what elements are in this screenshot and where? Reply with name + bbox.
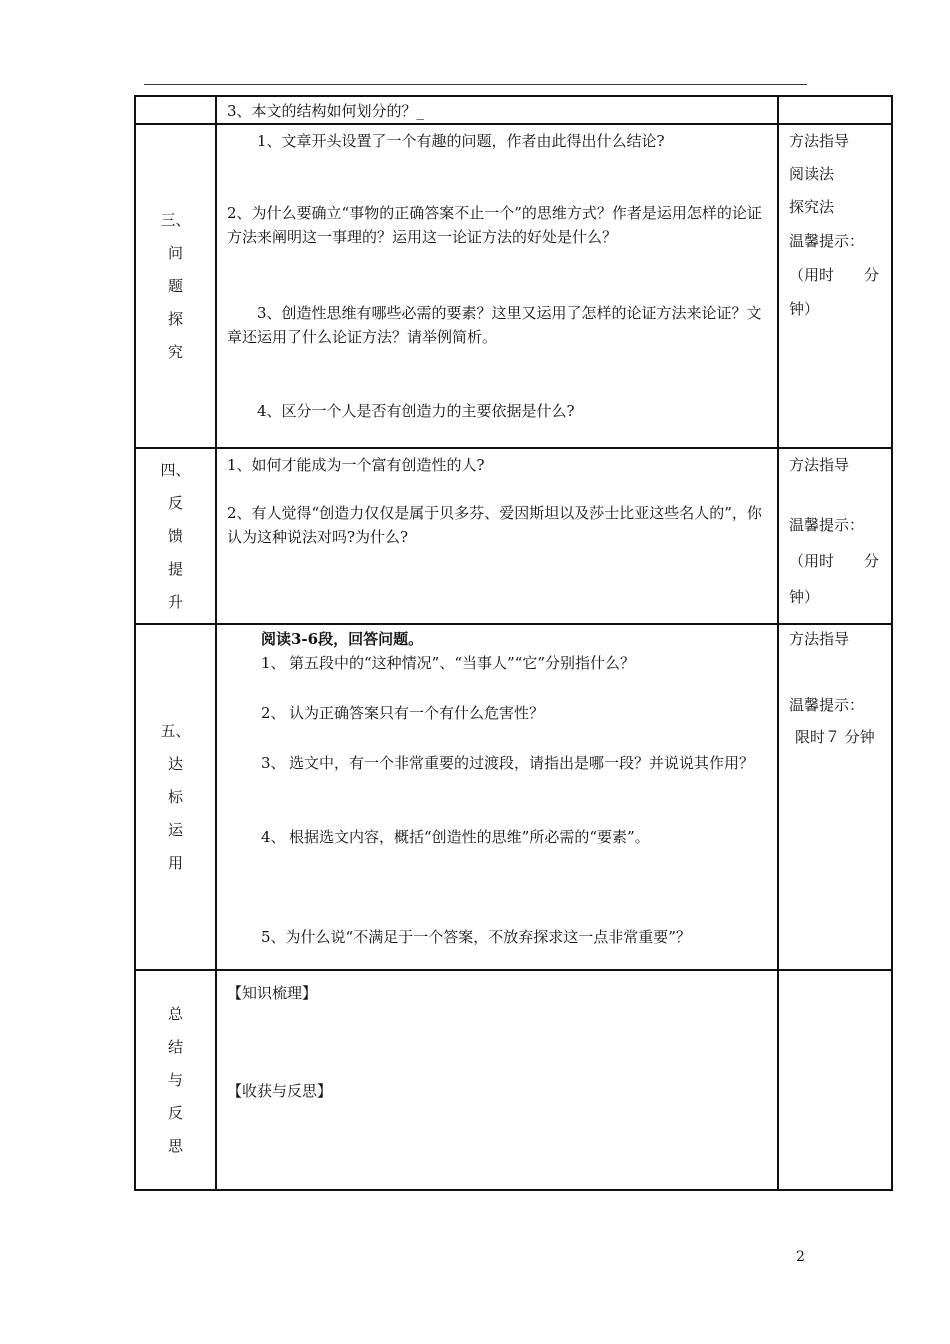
cell-empty-side <box>778 96 892 124</box>
label-char: 达 <box>167 754 183 773</box>
label-char: 与 <box>167 1070 183 1089</box>
explore-question-3: 3、创造性思维有哪些必需的要素？这里又运用了怎样的论证方法来论证？文章还运用了什么论证方法？请举例简析。 <box>227 304 762 346</box>
explore-question-4: 4、区分一个人是否有创造力的主要依据是什么? <box>257 402 575 420</box>
cell-empty-label <box>135 96 216 124</box>
structure-question: 3、本文的结构如何划分的？_ <box>227 102 425 120</box>
method-guide: 方法指导 <box>789 456 850 474</box>
label-char: 探 <box>167 309 183 328</box>
row-feedback <box>135 448 892 624</box>
label-char: 问 <box>167 243 183 262</box>
time-hint: （用时 分 <box>789 552 880 570</box>
knowledge-heading: 【知识梳理】 <box>227 984 318 1002</box>
label-explore <box>135 124 216 448</box>
cell-summary <box>216 970 778 1190</box>
feedback-question-2: 2、有人觉得“创造力仅仅是属于贝多芬、爱因斯坦以及莎士比亚这些名人的”，你认为这种说法对吗?为什么? <box>227 504 762 546</box>
cell-structure-question <box>216 96 778 124</box>
header-rule <box>144 84 807 85</box>
label-practice <box>135 624 216 970</box>
label-char: 用 <box>167 853 183 872</box>
practice-item-2 <box>261 701 767 725</box>
label-char: 四、 <box>160 460 191 479</box>
label-char: 标 <box>167 787 183 806</box>
side-practice <box>778 624 892 970</box>
label-char: 五、 <box>160 721 191 740</box>
label-char: 提 <box>167 559 183 578</box>
item-text: 第五段中的“这种情况”、“当事人”“它”分别指什么？ <box>289 654 636 672</box>
practice-heading: 阅读3-6段，回答问题。 <box>261 630 424 648</box>
label-char: 运 <box>167 820 183 839</box>
side-feedback <box>778 448 892 624</box>
practice-item-4 <box>261 825 767 849</box>
method-inquiry: 探究法 <box>789 198 835 216</box>
item-text: 选文中，有一个非常重要的过渡段，请指出是哪一段？并说说其作用？ <box>289 754 755 772</box>
label-char: 升 <box>167 592 183 611</box>
label-char: 总 <box>167 1004 183 1023</box>
cell-feedback-questions <box>216 448 778 624</box>
label-char: 三、 <box>160 210 191 229</box>
side-summary <box>778 970 892 1190</box>
row-structure <box>135 96 892 124</box>
label-char: 反 <box>167 1103 183 1122</box>
time-unit: 钟） <box>789 300 820 318</box>
item-number: 3、 <box>261 754 286 772</box>
row-summary <box>135 970 892 1190</box>
row-explore <box>135 124 892 448</box>
label-char: 题 <box>167 276 183 295</box>
practice-item-1 <box>261 651 767 675</box>
item-text: 认为正确答案只有一个有什么危害性？ <box>289 704 545 722</box>
label-char: 究 <box>167 342 183 361</box>
label-char: 馈 <box>167 526 183 545</box>
tip-label: 温馨提示： <box>789 232 865 250</box>
label-feedback <box>135 448 216 624</box>
cell-explore-questions <box>216 124 778 448</box>
item-number: 4、 <box>261 828 286 846</box>
feedback-question-1: 1、如何才能成为一个富有创造性的人? <box>227 456 485 474</box>
item-number: 2、 <box>261 704 286 722</box>
time-limit: 限时７ 分钟 <box>795 728 875 746</box>
tip-label: 温馨提示： <box>789 696 865 714</box>
row-practice <box>135 624 892 970</box>
tip-label: 温馨提示： <box>789 516 865 534</box>
practice-item-5: 5、为什么说“不满足于一个答案，不放弃探求这一点非常重要”？ <box>261 928 691 946</box>
label-summary <box>135 970 216 1190</box>
method-reading: 阅读法 <box>789 165 835 183</box>
time-unit: 钟） <box>789 588 820 606</box>
reflection-heading: 【收获与反思】 <box>227 1082 333 1100</box>
method-guide: 方法指导 <box>789 630 850 648</box>
time-hint: （用时 分 <box>789 266 880 284</box>
page-number: 2 <box>796 1249 805 1265</box>
worksheet-table <box>134 95 893 1191</box>
item-number: 1、 <box>261 654 286 672</box>
label-char: 思 <box>167 1136 183 1155</box>
explore-question-2: 2、为什么要确立“事物的正确答案不止一个”的思维方式？作者是运用怎样的论证方法来阐明这一事理的？运用这一论证方法的好处是什么？ <box>227 204 762 246</box>
label-char: 结 <box>167 1037 183 1056</box>
item-text: 根据选文内容，概括“创造性的思维”所必需的“要素”。 <box>289 828 650 846</box>
practice-item-3 <box>261 751 767 775</box>
cell-practice-questions <box>216 624 778 970</box>
side-explore <box>778 124 892 448</box>
method-guide: 方法指导 <box>789 132 850 150</box>
explore-question-1: 1、文章开头设置了一个有趣的问题，作者由此得出什么结论? <box>257 132 665 150</box>
label-char: 反 <box>167 493 183 512</box>
